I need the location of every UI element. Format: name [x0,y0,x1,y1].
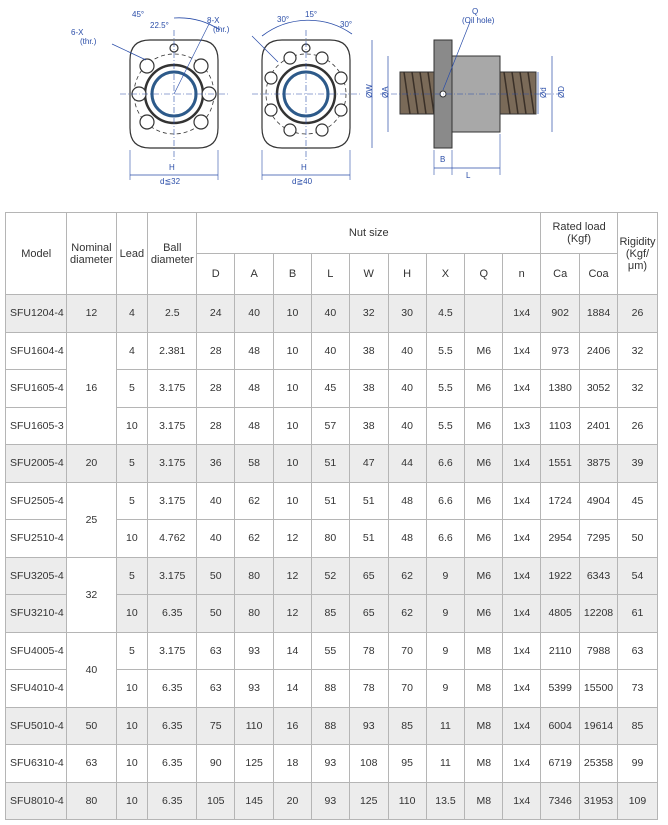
cell-model: SFU8010-4 [6,782,67,820]
d2-angle-right: 30° [340,20,353,29]
cell-coa: 2401 [580,407,618,445]
cell-d: 63 [197,632,235,670]
cell-ca: 5399 [541,670,580,708]
table-row [6,332,658,370]
cell-rig: 99 [617,745,657,783]
d1-thread-note: (thr.) [80,37,97,46]
cell-coa: 3875 [580,445,618,483]
header-sub: X [426,254,465,295]
cell-q: M8 [465,670,503,708]
cell-a: 110 [235,707,274,745]
cell-d: 105 [197,782,235,820]
cell-rig: 109 [617,782,657,820]
cell-l: 55 [311,632,349,670]
side-d-small-label: Ød [539,87,548,98]
cell-rig: 50 [617,520,657,558]
cell-ball: 6.35 [148,670,197,708]
cell-l: 88 [311,670,349,708]
table-row [6,295,658,333]
cell-ball: 6.35 [148,745,197,783]
table-row [6,482,658,520]
header-sub: W [349,254,388,295]
cell-lead: 10 [116,407,148,445]
cell-d: 28 [197,332,235,370]
cell-ball: 2.381 [148,332,197,370]
cell-w: 78 [349,632,388,670]
cell-l: 51 [311,482,349,520]
d1-d-label: d≦32 [160,177,181,186]
cell-h: 95 [388,745,426,783]
cell-n: 1x4 [503,782,541,820]
cell-q: M8 [465,745,503,783]
cell-x: 11 [426,745,465,783]
flange-drawing-6-hole [112,18,228,180]
table-row [6,782,658,820]
side-l-label: L [466,171,471,180]
header-rigidity: Rigidity (Kgf/μm) [617,213,657,295]
cell-ca: 2110 [541,632,580,670]
cell-q: M6 [465,332,503,370]
cell-ball: 3.175 [148,482,197,520]
cell-q: M6 [465,407,503,445]
cell-a: 145 [235,782,274,820]
cell-b: 12 [274,557,312,595]
cell-lead: 4 [116,332,148,370]
cell-model: SFU1605-3 [6,407,67,445]
cell-x: 9 [426,557,465,595]
ball-nut-side-view [372,22,560,175]
cell-d: 28 [197,407,235,445]
d2-angle-mid: 15° [305,10,318,19]
header-sub: A [235,254,274,295]
cell-ca: 6719 [541,745,580,783]
d1-thread-label: 6-X [71,28,84,37]
cell-lead: 10 [116,782,148,820]
cell-rig: 26 [617,295,657,333]
cell-x: 9 [426,670,465,708]
side-d-big-label: ØD [557,86,566,98]
cell-ca: 1922 [541,557,580,595]
cell-q: M8 [465,707,503,745]
cell-w: 38 [349,332,388,370]
cell-ca: 1380 [541,370,580,408]
cell-coa: 7988 [580,632,618,670]
cell-n: 1x4 [503,670,541,708]
cell-a: 58 [235,445,274,483]
cell-q: M6 [465,520,503,558]
cell-q: M6 [465,482,503,520]
header-nut-size: Nut size [197,213,541,254]
cell-rig: 26 [617,407,657,445]
cell-d: 63 [197,670,235,708]
cell-nominal: 16 [67,332,116,445]
side-b-label: B [440,155,446,164]
cell-h: 40 [388,407,426,445]
d1-h-label: H [169,163,175,172]
cell-l: 93 [311,745,349,783]
cell-l: 57 [311,407,349,445]
cell-rig: 39 [617,445,657,483]
cell-x: 5.5 [426,332,465,370]
cell-ball: 6.35 [148,782,197,820]
cell-h: 62 [388,595,426,633]
cell-a: 40 [235,295,274,333]
cell-w: 108 [349,745,388,783]
cell-rig: 63 [617,632,657,670]
cell-model: SFU3205-4 [6,557,67,595]
cell-ball: 6.35 [148,707,197,745]
cell-l: 45 [311,370,349,408]
cell-d: 90 [197,745,235,783]
table-row [6,632,658,670]
cell-coa: 12208 [580,595,618,633]
cell-h: 85 [388,707,426,745]
cell-nominal: 32 [67,557,116,632]
cell-lead: 4 [116,295,148,333]
cell-x: 9 [426,632,465,670]
header-lead: Lead [116,213,148,295]
header-sub: D [197,254,235,295]
cell-a: 48 [235,332,274,370]
cell-ca: 902 [541,295,580,333]
cell-q: M6 [465,595,503,633]
cell-w: 51 [349,520,388,558]
cell-q: M8 [465,782,503,820]
cell-n: 1x4 [503,707,541,745]
table-row [6,445,658,483]
cell-w: 38 [349,370,388,408]
cell-ca: 1551 [541,445,580,483]
cell-n: 1x4 [503,745,541,783]
cell-model: SFU3210-4 [6,595,67,633]
cell-ball: 3.175 [148,370,197,408]
cell-ball: 3.175 [148,407,197,445]
table-row [6,557,658,595]
cell-ca: 7346 [541,782,580,820]
cell-a: 80 [235,595,274,633]
cell-coa: 7295 [580,520,618,558]
header-sub: B [274,254,312,295]
cell-w: 47 [349,445,388,483]
cell-d: 36 [197,445,235,483]
cell-a: 125 [235,745,274,783]
cell-rig: 85 [617,707,657,745]
cell-lead: 5 [116,445,148,483]
cell-h: 48 [388,520,426,558]
cell-nominal: 40 [67,632,116,707]
cell-w: 32 [349,295,388,333]
cell-a: 93 [235,632,274,670]
cell-nominal: 12 [67,295,116,333]
cell-b: 18 [274,745,312,783]
cell-rig: 73 [617,670,657,708]
cell-coa: 25358 [580,745,618,783]
cell-model: SFU2505-4 [6,482,67,520]
cell-ball: 3.175 [148,632,197,670]
cell-x: 11 [426,707,465,745]
cell-lead: 10 [116,595,148,633]
table-row [6,745,658,783]
cell-a: 80 [235,557,274,595]
cell-w: 51 [349,482,388,520]
cell-b: 10 [274,295,312,333]
cell-d: 75 [197,707,235,745]
cell-model: SFU1605-4 [6,370,67,408]
cell-h: 44 [388,445,426,483]
cell-h: 40 [388,332,426,370]
cell-nominal: 50 [67,707,116,745]
cell-h: 48 [388,482,426,520]
spec-table [5,212,658,820]
cell-q: M6 [465,370,503,408]
cell-l: 93 [311,782,349,820]
header-rated-load: Rated load (Kgf) [541,213,618,254]
header-ball: Ball diameter [148,213,197,295]
cell-coa: 19614 [580,707,618,745]
technical-drawings [0,0,668,200]
cell-l: 51 [311,445,349,483]
cell-d: 28 [197,370,235,408]
cell-lead: 10 [116,745,148,783]
cell-coa: 4904 [580,482,618,520]
cell-ca: 2954 [541,520,580,558]
cell-q [465,295,503,333]
cell-x: 6.6 [426,520,465,558]
cell-h: 62 [388,557,426,595]
header-sub: H [388,254,426,295]
cell-ca: 1103 [541,407,580,445]
cell-b: 10 [274,445,312,483]
header-sub: Ca [541,254,580,295]
cell-nominal: 25 [67,482,116,557]
cell-model: SFU2510-4 [6,520,67,558]
cell-model: SFU4010-4 [6,670,67,708]
cell-model: SFU6310-4 [6,745,67,783]
cell-rig: 45 [617,482,657,520]
d2-h-label: H [301,163,307,172]
cell-coa: 15500 [580,670,618,708]
cell-coa: 3052 [580,370,618,408]
cell-a: 62 [235,520,274,558]
cell-model: SFU1204-4 [6,295,67,333]
cell-b: 12 [274,520,312,558]
cell-d: 50 [197,557,235,595]
cell-q: M8 [465,632,503,670]
side-a-label: ØA [381,86,390,98]
side-q-label: Q [472,7,479,16]
cell-n: 1x4 [503,370,541,408]
cell-h: 70 [388,632,426,670]
cell-ca: 6004 [541,707,580,745]
cell-l: 40 [311,332,349,370]
d2-thread-note: (thr.) [213,25,230,34]
cell-x: 5.5 [426,407,465,445]
cell-h: 30 [388,295,426,333]
cell-h: 70 [388,670,426,708]
cell-x: 4.5 [426,295,465,333]
cell-model: SFU5010-4 [6,707,67,745]
cell-ball: 3.175 [148,557,197,595]
cell-ball: 2.5 [148,295,197,333]
d2-thread-label: 8-X [207,16,220,25]
cell-w: 93 [349,707,388,745]
cell-ca: 4805 [541,595,580,633]
cell-b: 14 [274,670,312,708]
header-sub: L [311,254,349,295]
cell-model: SFU4005-4 [6,632,67,670]
cell-n: 1x3 [503,407,541,445]
cell-q: M6 [465,557,503,595]
cell-h: 110 [388,782,426,820]
cell-coa: 31953 [580,782,618,820]
cell-x: 6.6 [426,482,465,520]
d2-d-label: d≧40 [292,177,313,186]
cell-w: 65 [349,595,388,633]
cell-d: 40 [197,520,235,558]
d1-angle-small: 22.5° [150,21,169,30]
cell-lead: 5 [116,632,148,670]
header-sub: n [503,254,541,295]
cell-n: 1x4 [503,482,541,520]
header-sub: Coa [580,254,618,295]
cell-lead: 5 [116,482,148,520]
d2-angle-left: 30° [277,15,290,24]
cell-d: 50 [197,595,235,633]
cell-lead: 10 [116,707,148,745]
cell-l: 40 [311,295,349,333]
cell-coa: 1884 [580,295,618,333]
cell-ball: 4.762 [148,520,197,558]
d1-angle-big: 45° [132,10,145,19]
cell-a: 93 [235,670,274,708]
cell-n: 1x4 [503,445,541,483]
cell-nominal: 20 [67,445,116,483]
side-q-note: (Oil hole) [462,16,495,25]
cell-b: 10 [274,332,312,370]
cell-ca: 1724 [541,482,580,520]
header-nominal: Nominal diameter [67,213,116,295]
cell-x: 13.5 [426,782,465,820]
cell-lead: 10 [116,520,148,558]
cell-l: 80 [311,520,349,558]
flange-drawing-8-hole [252,20,360,180]
cell-b: 10 [274,407,312,445]
cell-rig: 32 [617,332,657,370]
cell-b: 14 [274,632,312,670]
cell-n: 1x4 [503,520,541,558]
cell-nominal: 63 [67,745,116,783]
side-w-label: ØW [365,84,374,98]
header-sub: Q [465,254,503,295]
cell-x: 5.5 [426,370,465,408]
cell-q: M6 [465,445,503,483]
cell-d: 40 [197,482,235,520]
cell-nominal: 80 [67,782,116,820]
table-row [6,707,658,745]
cell-a: 62 [235,482,274,520]
cell-w: 125 [349,782,388,820]
cell-x: 6.6 [426,445,465,483]
cell-b: 10 [274,370,312,408]
cell-a: 48 [235,370,274,408]
cell-w: 65 [349,557,388,595]
cell-coa: 2406 [580,332,618,370]
cell-l: 52 [311,557,349,595]
cell-b: 20 [274,782,312,820]
cell-b: 10 [274,482,312,520]
cell-w: 38 [349,407,388,445]
cell-n: 1x4 [503,557,541,595]
cell-rig: 54 [617,557,657,595]
cell-b: 16 [274,707,312,745]
cell-rig: 61 [617,595,657,633]
cell-ball: 3.175 [148,445,197,483]
cell-ca: 973 [541,332,580,370]
cell-l: 85 [311,595,349,633]
cell-h: 40 [388,370,426,408]
cell-model: SFU2005-4 [6,445,67,483]
cell-lead: 5 [116,370,148,408]
cell-coa: 6343 [580,557,618,595]
cell-rig: 32 [617,370,657,408]
cell-n: 1x4 [503,632,541,670]
cell-l: 88 [311,707,349,745]
cell-n: 1x4 [503,595,541,633]
cell-d: 24 [197,295,235,333]
cell-b: 12 [274,595,312,633]
header-model: Model [6,213,67,295]
cell-ball: 6.35 [148,595,197,633]
cell-n: 1x4 [503,295,541,333]
cell-x: 9 [426,595,465,633]
cell-n: 1x4 [503,332,541,370]
cell-w: 78 [349,670,388,708]
cell-lead: 5 [116,557,148,595]
cell-a: 48 [235,407,274,445]
cell-model: SFU1604-4 [6,332,67,370]
cell-lead: 10 [116,670,148,708]
